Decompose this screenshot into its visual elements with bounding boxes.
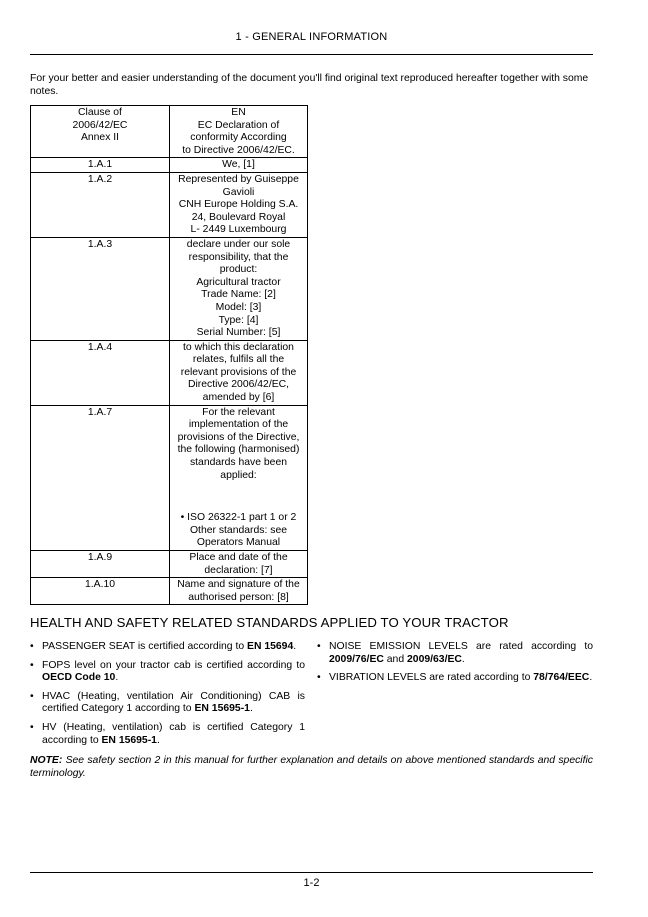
clause-cell: 1.A.10 <box>31 578 170 605</box>
note-text: See safety section 2 in this manual for further explanation and details on above mentioned standards and specific terminology. <box>30 755 593 779</box>
intro-paragraph: For your better and easier understanding of the document you'll find original text reproduced hereafter together with some notes. <box>30 73 589 97</box>
clause-header-line: 2006/42/EC <box>72 119 128 131</box>
standard-text: . <box>589 672 593 684</box>
declaration-text-line: relevant provisions of the <box>180 366 297 378</box>
declaration-text-line: Trade Name: [2] <box>201 289 276 301</box>
declaration-text-line: standards have been <box>189 457 288 469</box>
declaration-text-line: Agricultural tractor <box>196 276 281 288</box>
table-row <box>31 340 308 405</box>
standard-text: NOISE EMISSION LEVELS are rated according to <box>329 641 593 652</box>
note-paragraph <box>30 754 593 780</box>
standard-reference: EN 15694 <box>247 641 294 652</box>
declaration-text-cell <box>170 405 308 550</box>
declaration-text-line: Serial Number: [5] <box>196 327 281 339</box>
standard-text: and <box>383 653 408 665</box>
note-label: NOTE: <box>30 755 63 766</box>
declaration-text-line: amended by [6] <box>202 392 275 404</box>
table-row <box>31 551 308 578</box>
text-header-line: EC Declaration of <box>197 119 280 131</box>
standard-text: . <box>249 703 253 715</box>
standard-item <box>317 641 593 666</box>
declaration-text-line: 24, Boulevard Royal <box>191 211 286 223</box>
standard-line: Other standards: see <box>189 524 288 536</box>
clause-cell: 1.A.2 <box>31 172 170 237</box>
declaration-text-line: declare under our sole <box>186 238 291 250</box>
declaration-text-line: Directive 2006/42/EC, <box>187 379 290 391</box>
declaration-text-line: For the relevant <box>202 406 275 418</box>
standard-reference: OECD Code 10 <box>42 672 116 684</box>
declaration-text-cell <box>170 551 308 578</box>
clause-cell: 1.A.4 <box>31 340 170 405</box>
declaration-text-line: L- 2449 Luxembourg <box>190 224 287 236</box>
declaration-text-line: Gavioli <box>222 186 255 198</box>
declaration-text-cell <box>170 340 308 405</box>
declaration-text-cell <box>170 172 308 237</box>
declaration-text-line: We, [1] <box>222 159 255 171</box>
bullet-icon: • <box>30 659 34 671</box>
standard-text: . <box>293 641 297 652</box>
bullet-icon: • <box>30 641 34 652</box>
clause-header-line: Annex II <box>80 132 120 144</box>
standard-reference: EN 15695-1 <box>194 703 250 715</box>
declaration-table <box>30 105 308 605</box>
standard-item <box>30 641 305 654</box>
declaration-text-line: responsibility, that the <box>188 251 289 263</box>
declaration-text-line: provisions of the Directive, <box>177 431 300 443</box>
bullet-icon: • <box>317 672 321 684</box>
declaration-text-cell <box>170 237 308 340</box>
clause-cell: 1.A.3 <box>31 237 170 340</box>
page-number: 1-2 <box>303 877 320 889</box>
clause-header-cell <box>31 106 170 158</box>
declaration-text-line: implementation of the <box>188 419 289 431</box>
declaration-text-cell <box>170 158 308 173</box>
cell-spacer <box>172 482 305 512</box>
standard-text: . <box>156 734 160 746</box>
table-row <box>31 405 308 550</box>
standard-reference: EN 15695-1 <box>101 734 157 746</box>
standard-text: HVAC (Heating, ventilation Air Conditioning) CAB is certified Category 1 according to <box>42 690 305 715</box>
declaration-text-line: Represented by Guiseppe <box>178 173 299 185</box>
standard-item <box>317 672 593 685</box>
standard-text: PASSENGER SEAT is certified according to <box>42 641 248 652</box>
bullet-icon: • <box>30 721 34 733</box>
standards-list-left <box>30 641 305 753</box>
table-row <box>31 237 308 340</box>
page-header-title: 1 - GENERAL INFORMATION <box>235 31 388 43</box>
text-header-line: EN <box>231 107 246 118</box>
clause-cell: 1.A.7 <box>31 405 170 550</box>
declaration-text-line: Type: [4] <box>218 314 259 326</box>
declaration-text-line: product: <box>219 264 258 276</box>
table-row <box>31 158 308 173</box>
declaration-text-line: to which this declaration <box>183 341 294 353</box>
declaration-text-line: authorised person: [8] <box>188 591 289 603</box>
table-row <box>31 172 308 237</box>
standard-text: HV (Heating, ventilation) cab is certified Category 1 according to <box>42 721 305 746</box>
text-header-cell <box>170 106 308 158</box>
table-header-row <box>31 106 308 158</box>
standard-item <box>30 660 305 685</box>
standard-text: . <box>461 653 465 665</box>
declaration-text-line: Model: [3] <box>215 301 262 313</box>
clause-cell: 1.A.1 <box>31 158 170 173</box>
standards-list-right <box>317 641 593 691</box>
standard-item <box>30 691 305 716</box>
table-row <box>31 578 308 605</box>
declaration-text-line: the following (harmonised) <box>177 444 300 456</box>
standard-line: Operators Manual <box>196 537 281 549</box>
section-title: HEALTH AND SAFETY RELATED STANDARDS APPLIED TO YOUR TRACTOR <box>30 615 509 630</box>
standard-reference: 2009/76/EC <box>329 653 384 665</box>
declaration-text-line: CNH Europe Holding S.A. <box>178 199 299 211</box>
standard-line: • ISO 26322-1 part 1 or 2 <box>180 512 297 524</box>
standard-text: . <box>115 672 119 684</box>
declaration-text-line: applied: <box>220 469 257 481</box>
standard-reference: 78/764/EEC <box>533 672 590 684</box>
bullet-icon: • <box>30 690 34 702</box>
clause-cell: 1.A.9 <box>31 551 170 578</box>
text-header-line: conformity According <box>190 132 287 144</box>
header-divider <box>30 54 593 55</box>
standard-text: VIBRATION LEVELS are rated according to <box>329 672 534 684</box>
declaration-text-line: Place and date of the <box>189 552 288 563</box>
footer-divider <box>30 872 593 873</box>
clause-header-line: Clause of <box>78 107 122 118</box>
declaration-text-line: declaration: [7] <box>204 564 273 576</box>
declaration-text-line: Name and signature of the <box>177 579 300 591</box>
declaration-text-cell <box>170 578 308 605</box>
bullet-icon: • <box>317 641 321 652</box>
standard-text: FOPS level on your tractor cab is certified according to <box>42 659 305 671</box>
standard-item <box>30 722 305 747</box>
declaration-text-line: relates, fulfils all the <box>192 354 285 366</box>
standard-reference: 2009/63/EC <box>407 653 462 665</box>
text-header-line: to Directive 2006/42/EC. <box>182 144 295 156</box>
